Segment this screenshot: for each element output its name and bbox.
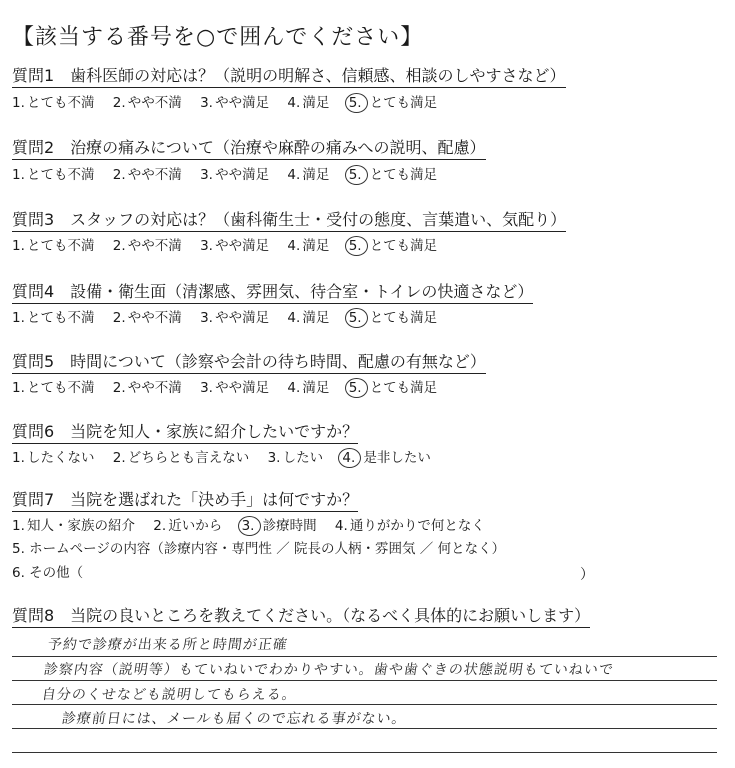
answer-line <box>12 680 717 681</box>
option-1[interactable]: 1. とても不満 <box>12 310 95 326</box>
handwritten-answer-line-2: 診察内容（説明等）もていねいでわかりやすい。歯や歯ぐきの状態説明もていねいで <box>42 662 615 678</box>
option-1[interactable]: 1. したくない <box>12 450 95 466</box>
answer-line <box>12 728 717 729</box>
option-5-selected[interactable]: 5. とても満足 <box>348 167 438 183</box>
option-5-selected[interactable]: 5. とても満足 <box>348 310 438 326</box>
question-5-options <box>12 378 451 398</box>
option-2[interactable]: 2. やや不満 <box>112 310 182 326</box>
handwritten-answer-line-1: 予約で診療が出来る所と時間が正確 <box>46 637 289 653</box>
answer-line <box>12 656 717 657</box>
option-4[interactable]: 4. 満足 <box>287 167 330 183</box>
option-1[interactable]: 1. とても不満 <box>12 238 95 254</box>
question-4-options <box>12 308 451 328</box>
question-7-option-6[interactable]: 6. その他（ <box>12 565 84 581</box>
answer-line <box>12 752 717 753</box>
option-5-selected[interactable]: 5. とても満足 <box>348 238 438 254</box>
question-7-title: 質問7 当院を選ばれた「決め手」は何ですか？ <box>12 490 358 512</box>
question-5-title: 質問5 時間について（診察や会計の待ち時間、配慮の有無など） <box>12 352 486 374</box>
option-4[interactable]: 4. 通りがかりで何となく <box>334 518 485 534</box>
question-4-title: 質問4 設備・衛生面（清潔感、雰囲気、待合室・トイレの快適さなど） <box>12 282 533 304</box>
option-1[interactable]: 1. 知人・家族の紹介 <box>12 518 135 534</box>
question-7-option-5[interactable]: 5. ホームページの内容（診療内容・専門性 ／ 院長の人柄・雰囲気 ／ 何となく） <box>12 541 506 557</box>
question-1-options <box>12 93 451 113</box>
question-2-options <box>12 165 451 185</box>
option-1[interactable]: 1. とても不満 <box>12 95 95 111</box>
question-7-options-line1 <box>12 516 499 536</box>
page-title: 【該当する番号を○で囲んでください】 <box>12 25 424 50</box>
question-2-title: 質問2 治療の痛みについて（治療や麻酔の痛みへの説明、配慮） <box>12 138 486 160</box>
question-7-option-6-close: ） <box>580 567 594 583</box>
option-4[interactable]: 4. 満足 <box>287 238 330 254</box>
option-4[interactable]: 4. 満足 <box>287 380 330 396</box>
option-2[interactable]: 2. やや不満 <box>112 95 182 111</box>
option-4[interactable]: 4. 満足 <box>287 95 330 111</box>
option-3-selected[interactable]: 3. 診療時間 <box>241 518 317 534</box>
option-2[interactable]: 2. 近いから <box>153 518 223 534</box>
option-3[interactable]: 3. やや満足 <box>200 95 270 111</box>
option-1[interactable]: 1. とても不満 <box>12 380 95 396</box>
option-3[interactable]: 3. したい <box>267 450 324 466</box>
option-1[interactable]: 1. とても不満 <box>12 167 95 183</box>
option-2[interactable]: 2. やや不満 <box>112 238 182 254</box>
option-5-selected[interactable]: 5. とても満足 <box>348 95 438 111</box>
handwritten-answer-line-4: 診療前日には、メールも届くので忘れる事がない。 <box>60 711 408 727</box>
option-3[interactable]: 3. やや満足 <box>200 380 270 396</box>
question-3-title: 質問3 スタッフの対応は？（歯科衛生士・受付の態度、言葉遣い、気配り） <box>12 210 566 232</box>
question-6-title: 質問6 当院を知人・家族に紹介したいですか？ <box>12 422 358 444</box>
question-1-title: 質問1 歯科医師の対応は？（説明の明解さ、信頼感、相談のしやすさなど） <box>12 66 566 88</box>
option-3[interactable]: 3. やや満足 <box>200 167 270 183</box>
option-2[interactable]: 2. やや不満 <box>112 380 182 396</box>
option-3[interactable]: 3. やや満足 <box>200 310 270 326</box>
answer-line <box>12 704 717 705</box>
question-8-title: 質問8 当院の良いところを教えてください。（なるべく具体的にお願いします） <box>12 606 590 628</box>
question-6-options <box>12 448 445 468</box>
handwritten-answer-line-3: 自分のくせなども説明してもらえる。 <box>40 687 298 703</box>
option-2[interactable]: 2. どちらとも言えない <box>112 450 250 466</box>
question-3-options <box>12 236 451 256</box>
option-3[interactable]: 3. やや満足 <box>200 238 270 254</box>
option-5-selected[interactable]: 5. とても満足 <box>348 380 438 396</box>
option-2[interactable]: 2. やや不満 <box>112 167 182 183</box>
option-4[interactable]: 4. 満足 <box>287 310 330 326</box>
option-4-selected[interactable]: 4. 是非したい <box>341 450 431 466</box>
